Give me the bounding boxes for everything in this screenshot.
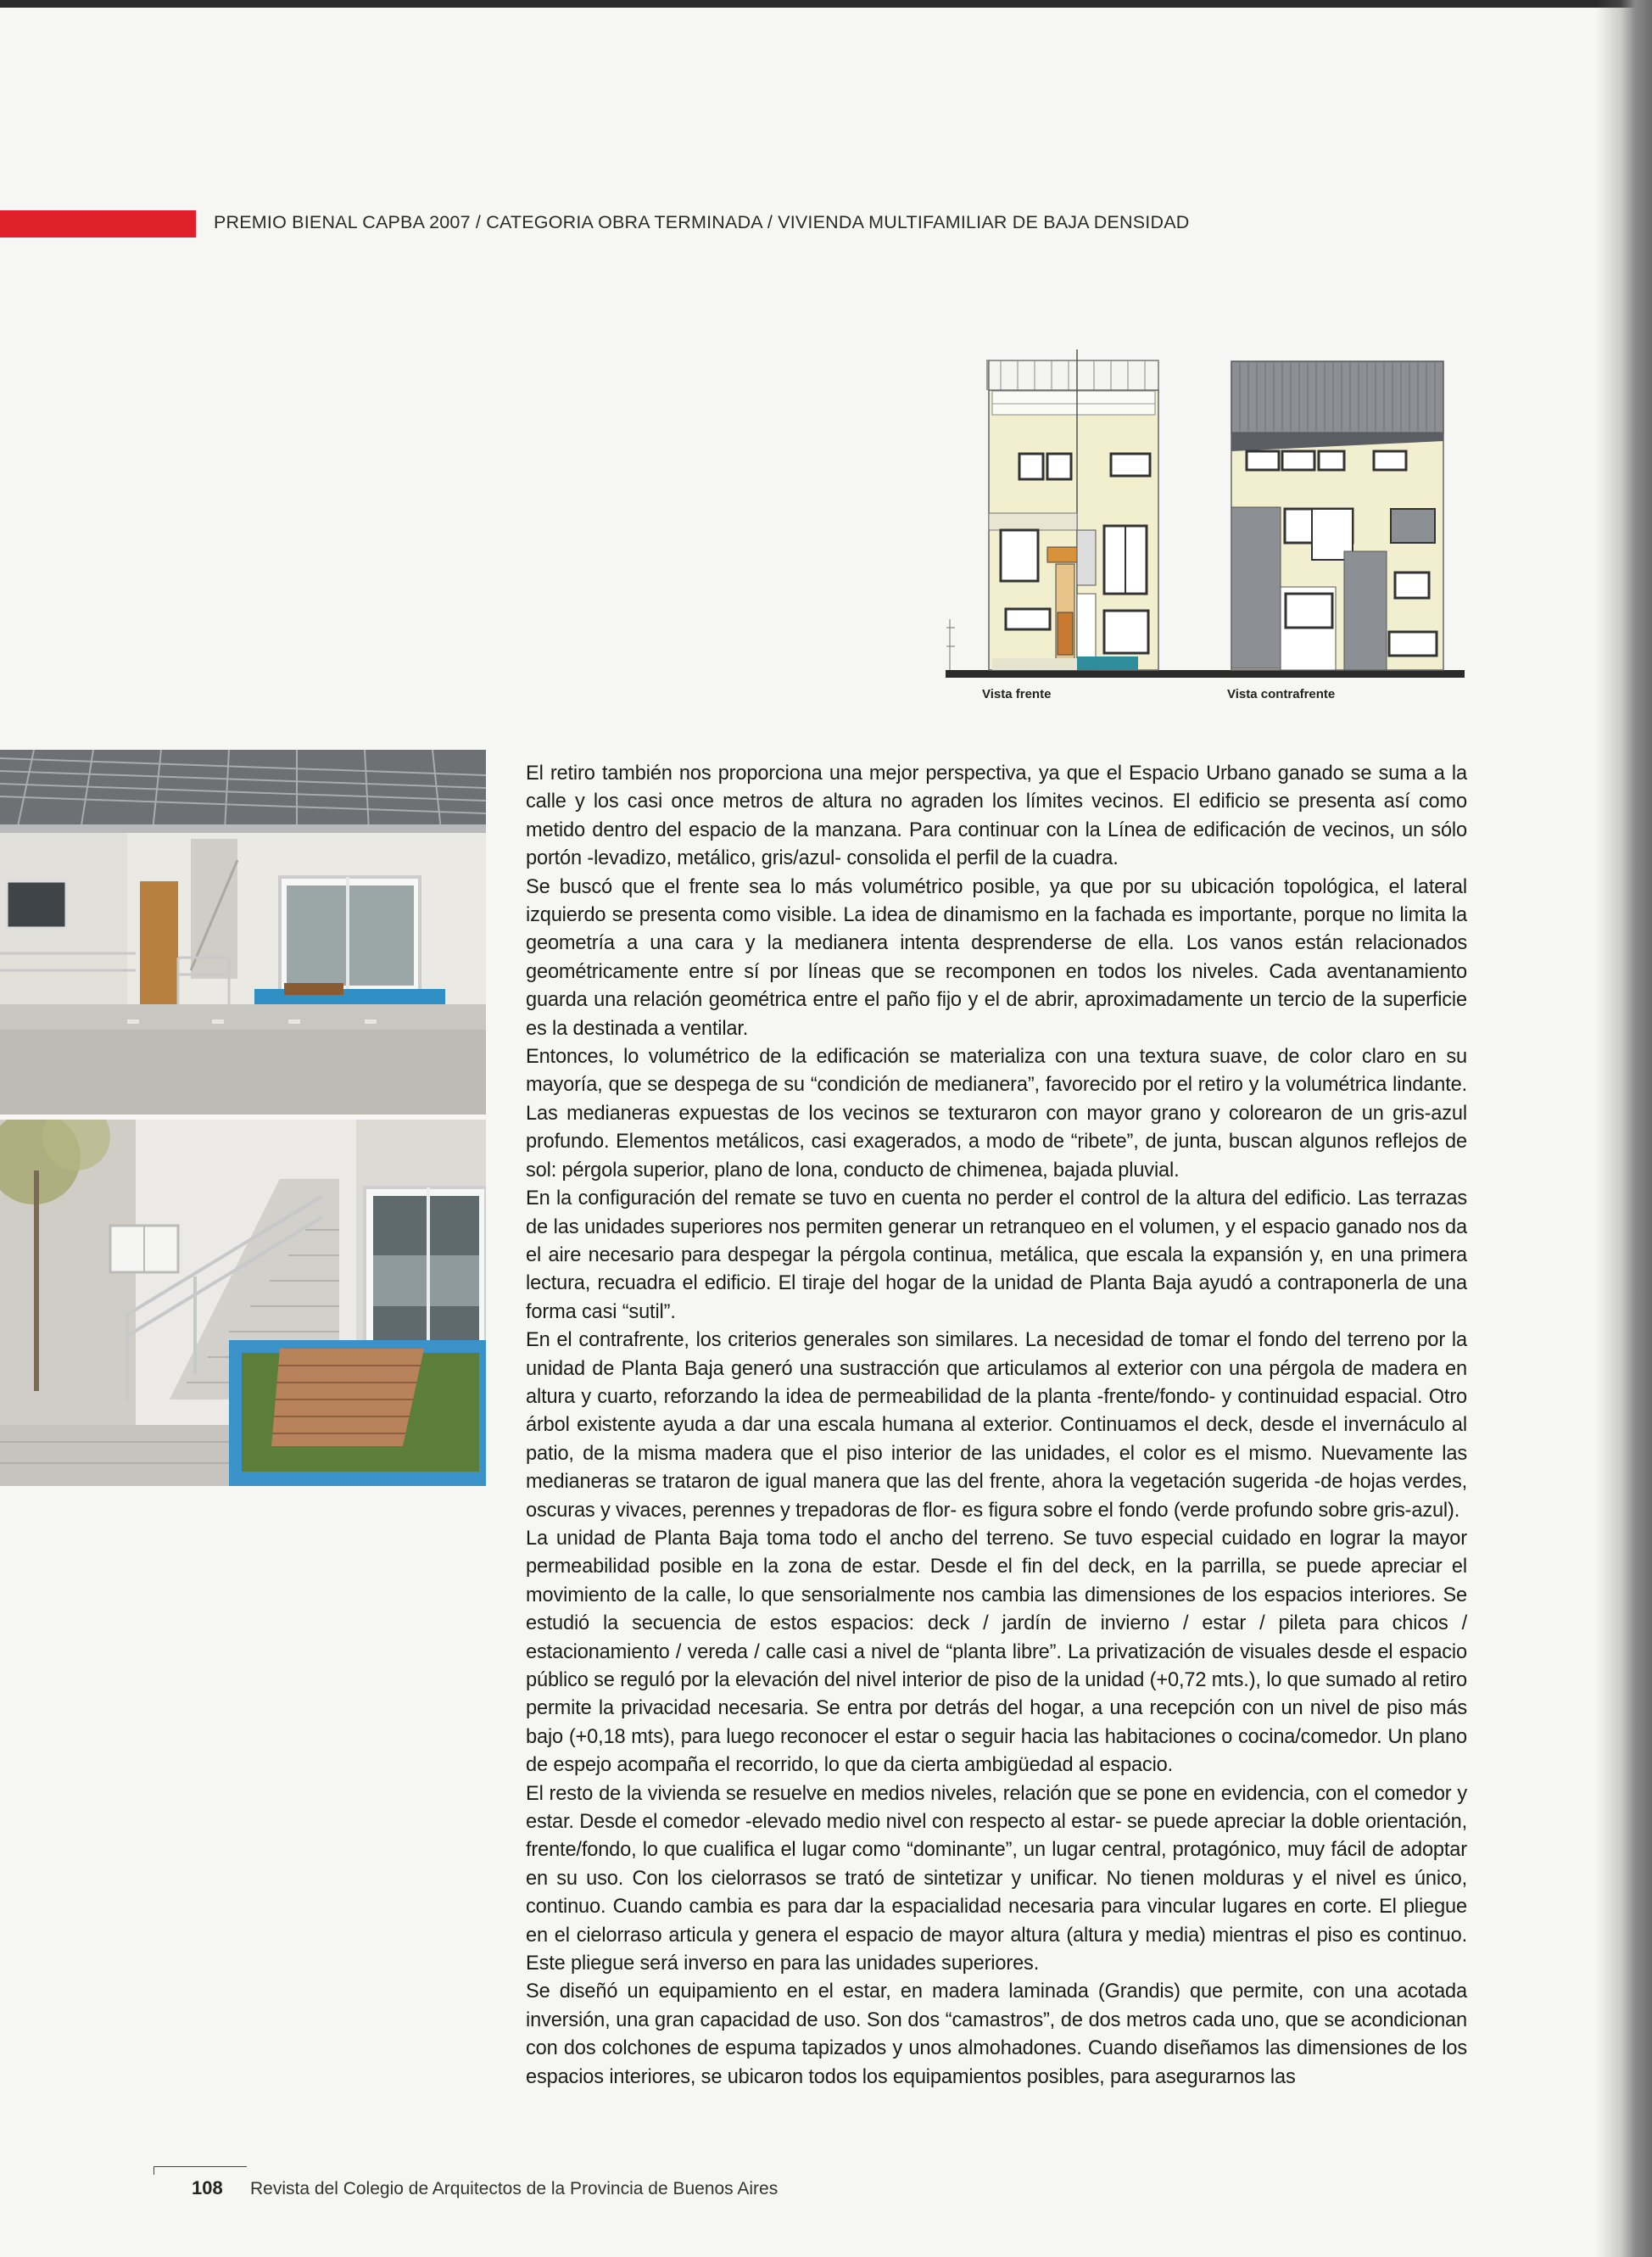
paragraph: El retiro también nos proporciona una mejor perspectiva, ya que el Espacio Urbano ganado se suma a la calle y los casi once metros de altura no agraden los límites vecinos. El edificio se presenta así como metido dentro del espacio de la manzana. Para continuar con la Línea de edificación de vecinos, un sólo portón -levadizo, metálico, gris/azul- consolida el perfil de la cuadra. xyxy=(526,763,1467,870)
paragraph: En el contrafrente, los criterios generales son similares. La necesidad de tomar el fondo del terreno por la unidad de Planta Baja generó una sustracción que articulamos al exterior con una pérgola de madera en altura y cuarto, reforzando la idea de permeabilidad de la planta -frente/fondo- y continuidad espacial. Otro árbol existente ayuda a dar una escala humana al exterior. Continuamos el deck, desde el invernáculo al patio, de la misma madera que el piso interior de las unidades, el color es el mismo. Nuevamente las medianeras se trataron de igual manera que las del frente, ahora la vegetación sugerida -de hojas verdes, oscuras y vivaces, perennes y trepadoras de flor- es figura sobre el fondo (verde profundo sobre gris-azul). xyxy=(526,1329,1467,1522)
rear-elevation-caption: Vista contrafrente xyxy=(1227,687,1336,701)
rear-elevation xyxy=(1231,361,1443,670)
publication-title: Revista del Colegio de Arquitectos de la Provincia de Buenos Aires xyxy=(250,2179,779,2198)
folio-tick xyxy=(153,2166,154,2175)
paragraph: El resto de la vivienda se resuelve en medios niveles, relación que se pone en evidencia, con el comedor y estar. Desde el comedor -elevado medio nivel con respecto al estar- se puede apreciar la doble orientación, frente/fondo, lo que cualifica el lugar como “dominante”, un lugar central, protagónico, muy fácil de adoptar en su uso. Con los cielorrasos se trató de sintetizar y unificar. No tienen molduras y el nivel es único, continuo. Cuando cambia es para dar la espacialidad necesaria para vincular lugares en corte. El pliegue en el cielorraso articula y genera el espacio de mayor altura (altura y media) mientras el piso es continuo. Este pliegue será inverso en para las unidades superiores. xyxy=(526,1782,1467,1975)
page-number: 108 xyxy=(192,2177,223,2198)
running-head: PREMIO BIENAL CAPBA 2007 / CATEGORIA OBRA TERMINADA / VIVIENDA MULTIFAMILIAR DE BAJA DENSIDAD xyxy=(214,212,1190,232)
paragraph: Entonces, lo volumétrico de la edificación se materializa con una textura suave, de color claro en su mayoría, que se despega de su “condición de medianera”, favorecido por el retiro y la volumétrica lindante. Las medianeras expuestas de los vecinos se texturaron con mayor grano y colorearon de un gris-azul profundo. Elementos metálicos, casi exagerados, a modo de “ribete”, de junta, buscan algunos reflejos de sol: pérgola superior, plano de lona, conducto de chimenea, bajada pluvial. xyxy=(526,1046,1467,1182)
paragraph: La unidad de Planta Baja toma todo el ancho del terreno. Se tuvo especial cuidado en lograr la mayor permeabilidad posible en la zona de estar. Desde el fin del deck, en la parrilla, se puede apreciar el movimiento de la calle, lo que sensorialmente nos cambia las dimensiones de los espacios interiores. Se estudió la secuencia de estos espacios: deck / jardín de invierno / estar / pileta para chicos / estacionamiento / vereda / calle casi a nivel de “planta libre”. La privatización de visuales desde el espacio público se reguló por la elevación del nivel interior de piso de la unidad (+0,72 mts.), lo que sumado al retiro permite la privacidad necesaria. Se entra por detrás del hogar, a una recepción con un nivel de piso más bajo (+0,18 mts), para luego reconocer el estar o seguir hacia las habitaciones o cocina/comedor. Un plano de espejo acompaña el recorrido, lo que da cierta ambigüedad al espacio. xyxy=(526,1527,1467,1777)
paragraph: En la configuración del remate se tuvo en cuenta no perder el control de la altura del edificio. Las terrazas de las unidades superiores nos permiten generar un retranqueo en el volumen, y el espacio ganado nos da el aire necesario para despegar la pérgola continua, metálica, que escala la expansión y, en una primera lectura, recuadra el edificio. El tiraje del hogar de la unidad de Planta Baja ayudó a contraponerla de una forma casi “sutil”. xyxy=(526,1187,1467,1323)
section-accent-bar xyxy=(0,210,196,237)
paragraph: Se diseñó un equipamiento en el estar, en madera laminada (Grandis) que permite, con una acotada inversión, una gran capacidad de uso. Son dos “camastros”, de dos metros cada uno, que se acondicionan con dos colchones de espuma tapizados y unos almohadones. Cuando diseñamos las dimensiones de los espacios interiores, se ubicaron todos los equipamientos posibles, para asegurarnos las xyxy=(526,1980,1467,2088)
folio-rule xyxy=(153,2166,247,2167)
page-gutter-shadow xyxy=(1596,0,1652,2257)
top-rule xyxy=(0,0,1652,8)
rear-patio-photo xyxy=(0,1120,486,1486)
front-elevation xyxy=(946,349,1158,670)
front-facade-photo xyxy=(0,750,486,1115)
front-elevation-caption: Vista frente xyxy=(982,687,1052,701)
article-body xyxy=(526,760,1467,2092)
elevation-drawings xyxy=(941,348,1467,717)
paragraph: Se buscó que el frente sea lo más volumétrico posible, ya que por su ubicación topológica, el lateral izquierdo se presenta como visible. La idea de dinamismo en la fachada es importante, porque no limita la geometría a una cara y la medianera intenta desprenderse de ella. Los vanos están relacionados geométricamente entre sí por líneas que se recomponen en todos los niveles. Cada aventanamiento guarda una relación geométrica entre el paño fijo y el de abrir, aproximadamente un tercio de la superficie es la destinada a ventilar. xyxy=(526,875,1467,1040)
